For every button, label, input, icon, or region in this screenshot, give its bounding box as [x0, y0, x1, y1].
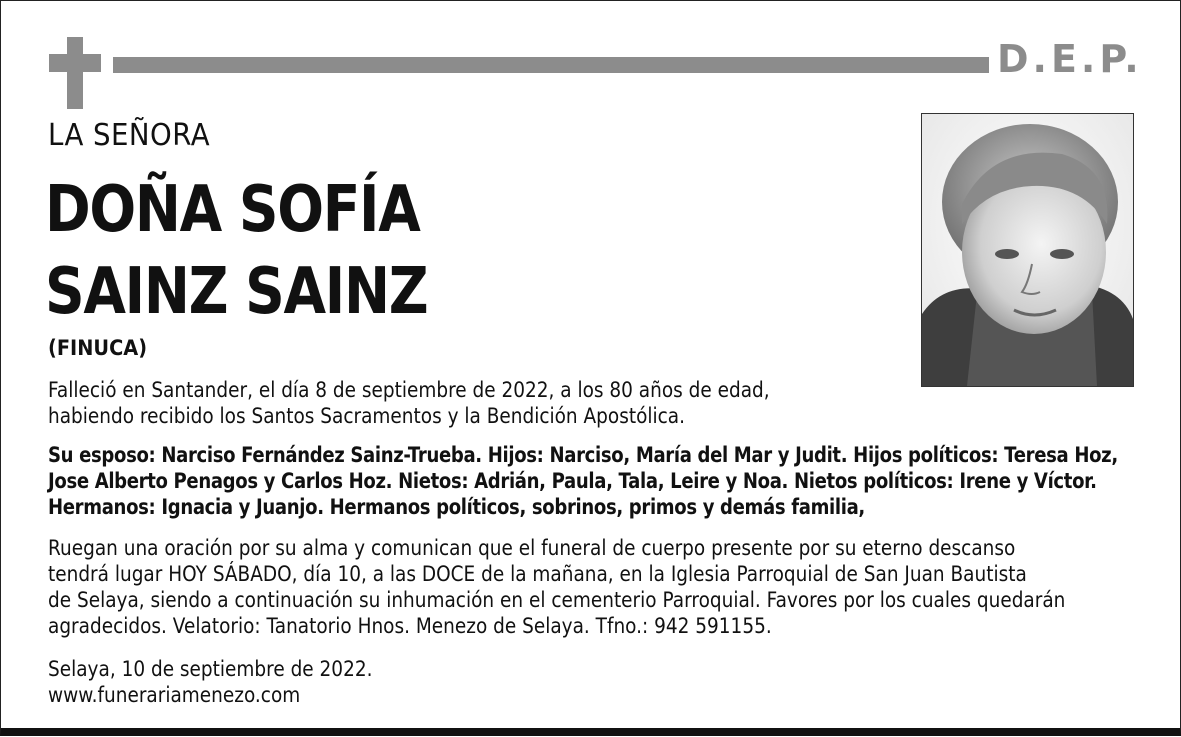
- cross-icon: [67, 37, 83, 109]
- header-rule: [113, 57, 989, 73]
- name-line-2: SAINZ SAINZ: [45, 255, 428, 329]
- website-link[interactable]: www.funerariamenezo.com: [48, 683, 301, 707]
- family-list: [48, 442, 1118, 520]
- place-date: Selaya, 10 de septiembre de 2022.: [48, 657, 373, 681]
- name-line-1: DOÑA SOFÍA: [45, 173, 420, 247]
- pre-title: LA SEÑORA: [48, 118, 211, 153]
- funeral-line: de Selaya, siendo a continuación su inhumación en el cementerio Parroquial. Favores por los cuales quedarán: [48, 588, 1066, 612]
- funeral-line: Ruegan una oración por su alma y comunican que el funeral de cuerpo presente por su eterno descanso: [48, 536, 1016, 560]
- dep-mark: D.E.P.: [997, 37, 1143, 81]
- family-line: Hermanos: Ignacia y Juanjo. Hermanos políticos, sobrinos, primos y demás familia,: [48, 495, 865, 519]
- death-line: habiendo recibido los Santos Sacramentos y la Bendición Apostólica.: [48, 404, 686, 428]
- funeral-line: agradecidos. Velatorio: Tanatorio Hnos. Menezo de Selaya. Tfno.: 942 591155.: [48, 614, 772, 638]
- family-line: Su esposo: Narciso Fernández Sainz-Trueba. Hijos: Narciso, María del Mar y Judit. Hijos políticos: Teresa Hoz,: [48, 443, 1118, 467]
- cross-icon-crossbar: [49, 54, 101, 72]
- family-line: Jose Alberto Penagos y Carlos Hoz. Nietos: Adrián, Paula, Tala, Leire y Noa. Nietos políticos: Irene y Víctor.: [48, 469, 1097, 493]
- deceased-name: [45, 169, 427, 333]
- footer: [48, 656, 372, 708]
- funeral-line: tendrá lugar HOY SÁBADO, día 10, a las DOCE de la mañana, en la Iglesia Parroquial de San Juan Bautista: [48, 562, 1027, 586]
- nickname: (FINUCA): [48, 336, 148, 360]
- death-announcement: [48, 377, 770, 429]
- death-line: Falleció en Santander, el día 8 de septiembre de 2022, a los 80 años de edad,: [48, 378, 770, 402]
- portrait-photo: [921, 113, 1134, 387]
- funeral-details: [48, 535, 1065, 639]
